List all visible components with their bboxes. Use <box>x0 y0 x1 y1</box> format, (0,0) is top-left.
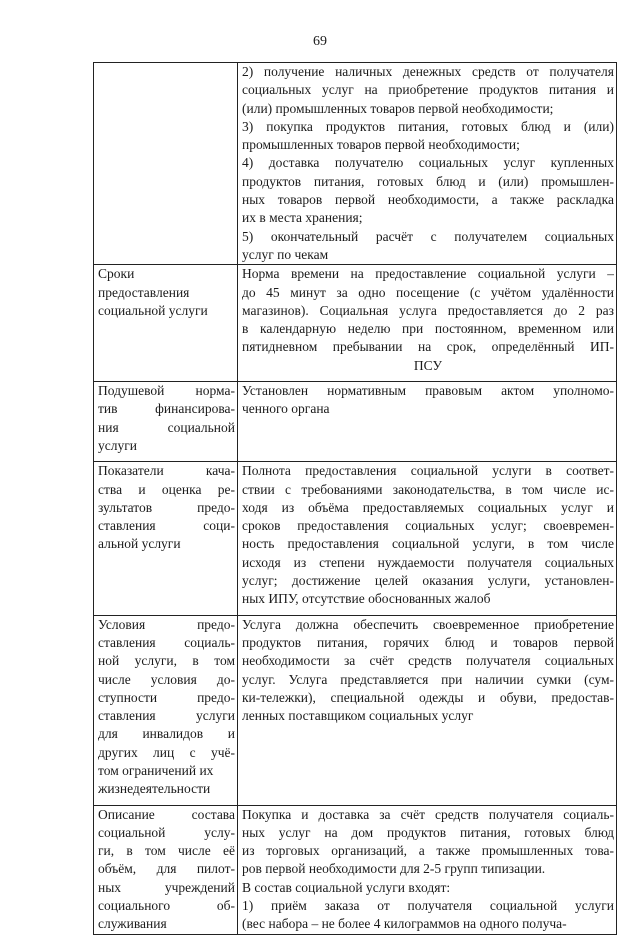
content-line: Покупка и доставка за счёт средств получателя социаль- <box>242 806 614 822</box>
content-line: ки-тележки), специальной одежды и обуви, предостав- <box>242 689 614 705</box>
label-line: альной услуги <box>98 536 181 552</box>
label-line: ставления услуги <box>98 708 235 724</box>
content-line: услуг. Услуга представляется при наличии сумки (сум- <box>242 671 614 687</box>
table-row <box>94 63 617 265</box>
row-label-cell <box>94 615 238 805</box>
label-line: тив финансирова- <box>98 401 235 417</box>
content-line: 2) получение наличных денежных средств от получателя <box>242 64 614 79</box>
content-line: В состав социальной услуги входят: <box>242 879 451 895</box>
row-label-cell <box>94 462 238 615</box>
label-line: Описание состава <box>98 806 235 822</box>
content-line: до 45 минут за одно посещение (с учётом удалённости <box>242 284 614 300</box>
page-number: 69 <box>313 34 327 49</box>
label-line: жизнедеятельности <box>98 781 211 797</box>
label-line: Подушевой норма- <box>98 383 235 399</box>
content-line: из торговых организаций, а также промышленных това- <box>242 843 614 859</box>
row-label-cell <box>94 63 238 265</box>
content-line: промышленных товаров первой необходимости; <box>242 137 520 153</box>
content-line: ПСУ <box>413 357 443 373</box>
content-line: ных ИПУ, отсутствие обоснованных жалоб <box>242 591 491 607</box>
content-line: пятидневном пребывании на срок, определённый ИП- <box>242 339 614 355</box>
row-content-cell <box>238 265 617 382</box>
content-line: сроков предоставления социальных услуг; своевремен- <box>242 518 614 534</box>
table-row <box>94 382 617 462</box>
label-line: зультатов предо- <box>98 499 235 515</box>
content-line: ленных поставщиком социальных услуг <box>242 708 474 724</box>
table-row <box>94 805 617 934</box>
content-line: магазинов). Социальная услуга предоставляется до 2 раз <box>242 302 614 318</box>
row-content-cell <box>238 63 617 265</box>
label-line: ных учреждений <box>98 879 235 895</box>
content-line: в календарную неделю при постоянном, временном или <box>242 321 614 337</box>
content-line: Установлен нормативным правовым актом уполномо- <box>242 383 614 399</box>
label-line: ступности предо- <box>98 689 235 705</box>
content-line: (вес набора – не более 4 килограммов на одного получа- <box>242 916 567 932</box>
label-line: социального об- <box>98 898 235 914</box>
label-line: ставления соци- <box>98 518 235 534</box>
row-content-cell <box>238 382 617 462</box>
label-line: объём, для пилот- <box>98 861 235 877</box>
content-line: Полнота предоставления социальной услуги в соответ- <box>242 463 614 479</box>
content-line: ствии с требованиями законодательства, в том числе ис- <box>242 481 614 497</box>
label-line: ги, в том числе её <box>98 843 235 859</box>
label-line: других лиц с учё- <box>98 744 235 760</box>
label-line: ставления социаль- <box>98 634 235 650</box>
content-line: ность предоставления социальной услуги, в том числе <box>242 536 614 552</box>
table-row <box>94 265 617 382</box>
row-label-cell <box>94 265 238 382</box>
row-content-cell <box>238 805 617 934</box>
label-line: Показатели кача- <box>98 463 235 479</box>
content-line: ров первой необходимости для 2-5 групп типизации. <box>242 861 546 877</box>
content-line: ченного органа <box>242 401 330 417</box>
label-line: для инвалидов и <box>98 726 235 742</box>
content-line: 3) покупка продуктов питания, готовых блюд и (или) <box>242 118 614 134</box>
label-line: ства и оценка ре- <box>98 481 235 497</box>
label-line: услуги <box>98 437 137 453</box>
table-row <box>94 615 617 805</box>
content-line: Услуга должна обеспечить своевременное приобретение <box>242 616 614 632</box>
content-line: исходя из степени нуждаемости получателя социальных <box>242 554 614 570</box>
content-line: услуг; достижение целей оказания услуги, установлен- <box>242 573 614 589</box>
label-line: ной услуги, в том <box>98 653 235 669</box>
content-line: продуктов питания, горячих блюд и товаров первой <box>242 634 614 650</box>
label-line: числе условия до- <box>98 671 235 687</box>
label-line: предоставления <box>98 284 190 300</box>
content-line: 5) окончательный расчёт с получателем социальных <box>242 228 614 244</box>
label-line: ния социальной <box>98 419 235 435</box>
label-line: социальной услуги <box>98 302 208 318</box>
content-line: социальных услуг на приобретение продуктов питания и <box>242 82 614 98</box>
content-line: необходимости за счёт средств получателя социальных <box>242 653 614 669</box>
label-line: Условия предо- <box>98 616 235 632</box>
content-line: Норма времени на предоставление социальной услуги – <box>242 266 614 282</box>
label-line: социальной услу- <box>98 824 235 840</box>
row-label-cell <box>94 382 238 462</box>
table-body <box>94 63 617 935</box>
content-line: ных товаров первой необходимости, а также раскладка <box>242 192 614 208</box>
table-row <box>94 462 617 615</box>
label-line: Сроки <box>98 266 135 282</box>
content-line: продуктов питания, готовых блюд и (или) промышлен- <box>242 173 614 189</box>
content-line: (или) промышленных товаров первой необходимости; <box>242 100 554 116</box>
label-line: служивания <box>98 916 167 932</box>
content-line: их в места хранения; <box>242 210 363 226</box>
content-line: 4) доставка получателю социальных услуг купленных <box>242 155 614 171</box>
content-line: ных услуг на дом продуктов питания, готовых блюд <box>242 824 614 840</box>
content-line: услуг по чекам <box>242 246 329 262</box>
row-label-cell <box>94 805 238 934</box>
row-content-cell <box>238 615 617 805</box>
row-content-cell <box>238 462 617 615</box>
content-line: ходя из объёма предоставляемых социальных услуг и <box>242 499 614 515</box>
label-line: том ограничений их <box>98 762 214 778</box>
service-description-table <box>93 62 617 935</box>
content-line: 1) приём заказа от получателя социальной услуги <box>242 898 614 914</box>
